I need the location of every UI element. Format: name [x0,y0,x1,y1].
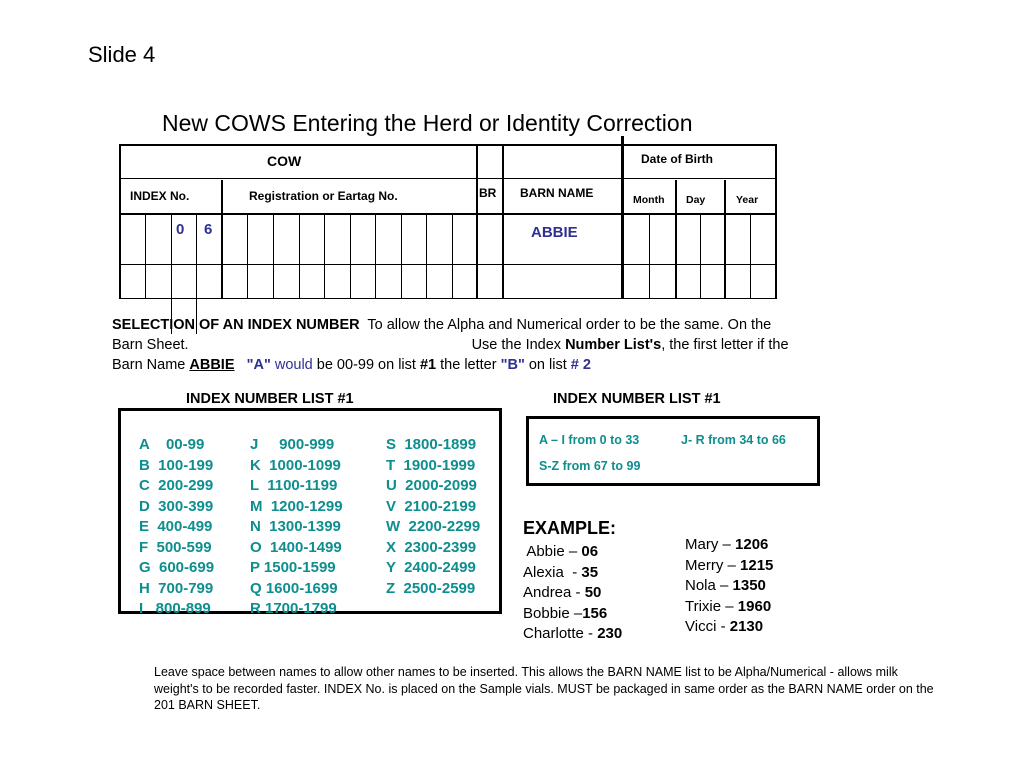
range-item: L 1100-1199 [250,477,338,494]
letter-a: "A" [246,357,271,373]
selection-text: the letter [436,357,501,373]
example-item: Nola – 1350 [685,577,766,594]
range-column [386,435,480,599]
range-item: Z 2500-2599 [386,579,476,597]
range-item: U 2000-2099 [386,477,477,494]
grid-line [750,213,751,299]
range-item: B 100-199 [139,456,214,474]
example-item: Vicci - 2130 [685,618,764,635]
index-list-box [118,408,502,617]
range-item: D 300-399 [139,497,214,515]
selection-text: Barn Sheet. [112,337,189,353]
selection-text: Use the Index [471,337,566,353]
grid-line [452,213,453,299]
month-header: Month [633,194,665,206]
example-list [685,535,773,638]
footer-note: Leave space between names to allow other names to be inserted. This allows the BARN NAME list to be Alpha/Numerical - allows milk weight's to be recorded faster. INDEX No. is placed on the Sample vials. MUST be packaged in same order as the BARN NAME order on the 201 BARN SHEET. [154,665,934,712]
range-item: H 700-799 [139,579,214,597]
selection-text-bold: Number List's [565,337,662,353]
grid-line [621,136,624,299]
sample-index-digit: 6 [204,221,213,238]
range-item: S 1800-1899 [386,436,477,453]
range-item: A 00-99 [139,436,205,453]
grid-line [119,213,777,215]
date-of-birth-header: Date of Birth [641,152,713,166]
list-ref: # 2 [570,357,591,373]
range-item: T 1900-1999 [386,456,476,474]
range-item: K 1000-1099 [250,456,341,474]
range-item: I 800-899 [139,600,211,617]
index-list-heading: INDEX NUMBER LIST #1 [553,391,721,407]
range-item: C 200-299 [139,477,214,494]
range-item: F 500-599 [139,538,212,556]
grid-line [119,144,121,299]
example-item: Bobbie –156 [523,604,608,622]
grid-line [724,180,726,299]
example-item: Merry – 1215 [685,556,774,574]
grid-line [273,213,274,299]
range-item: G 600-699 [139,559,215,576]
grid-line [221,180,223,299]
example-item: Alexia - 35 [523,563,599,581]
selection-text: on list [524,357,571,373]
grid-line [119,144,777,146]
grid-line [119,178,777,179]
letter-rule: J- R from 34 to 66 [681,433,786,447]
range-item: V 2100-2199 [386,497,477,515]
range-column [250,435,343,620]
grid-line [502,144,504,299]
grid-line [247,213,248,299]
selection-text: , the first letter if the [661,337,789,353]
range-item: X 2300-2399 [386,538,477,556]
letter-rule-box [526,416,820,486]
list-ref: #1 [419,357,437,373]
grid-line [119,298,777,299]
grid-line [775,144,777,299]
letter-rule: S-Z from 67 to 99 [539,459,641,473]
selection-text: be 00-99 on list [312,357,420,373]
range-item: J 900-999 [250,436,335,453]
example-list [523,542,622,645]
index-no-header: INDEX No. [130,189,190,203]
grid-line [324,213,325,299]
grid-line [476,144,478,299]
would-text: would [274,357,313,373]
grid-line [649,213,650,299]
slide-label: Slide 4 [88,42,156,67]
grid-line [299,213,300,299]
cow-entry-form [119,144,777,299]
grid-line [145,213,146,299]
selection-text: Barn Name [112,357,190,373]
selection-text: To allow the Alpha and Numerical order to be the same. On the [367,317,772,333]
selection-heading: SELECTION OF AN INDEX NUMBER [112,317,360,333]
example-item: Charlotte - 230 [523,625,623,642]
range-item: Y 2400-2499 [386,559,476,576]
grid-line [401,213,402,299]
selection-paragraph [112,315,912,375]
range-item: R 1700-1799 [250,600,337,617]
grid-line [675,180,677,299]
grid-line [426,213,427,299]
example-item: Abbie – 06 [523,543,599,560]
page-title: New COWS Entering the Herd or Identity Correction [162,110,693,136]
range-item: P 1500-1599 [250,559,336,576]
br-header: BR [479,186,497,200]
grid-line [700,213,701,299]
range-item: M 1200-1299 [250,497,343,515]
letter-rule: A – I from 0 to 33 [539,433,640,447]
grid-line [375,213,376,299]
example-item: Andrea - 50 [523,584,602,601]
range-column [139,435,214,620]
sample-barn-name: ABBIE [531,224,578,241]
registration-header: Registration or Eartag No. [249,189,398,203]
range-item: N 1300-1399 [250,518,341,535]
day-header: Day [686,194,706,206]
grid-line [350,213,351,299]
range-item: E 400-499 [139,518,213,535]
sample-index-digit: 0 [176,221,185,238]
cow-header: COW [267,153,302,169]
example-item: Mary – 1206 [685,536,769,553]
grid-line [119,264,777,265]
example-item: Trixie – 1960 [685,597,772,615]
index-list-heading: INDEX NUMBER LIST #1 [186,391,354,407]
example-heading: EXAMPLE: [523,518,617,538]
name-example: ABBIE [189,357,235,373]
barn-name-header: BARN NAME [520,186,594,200]
letter-b: "B" [500,357,525,373]
range-item: W 2200-2299 [386,518,481,535]
year-header: Year [736,194,759,206]
range-item: Q 1600-1699 [250,579,338,597]
range-item: O 1400-1499 [250,538,342,556]
